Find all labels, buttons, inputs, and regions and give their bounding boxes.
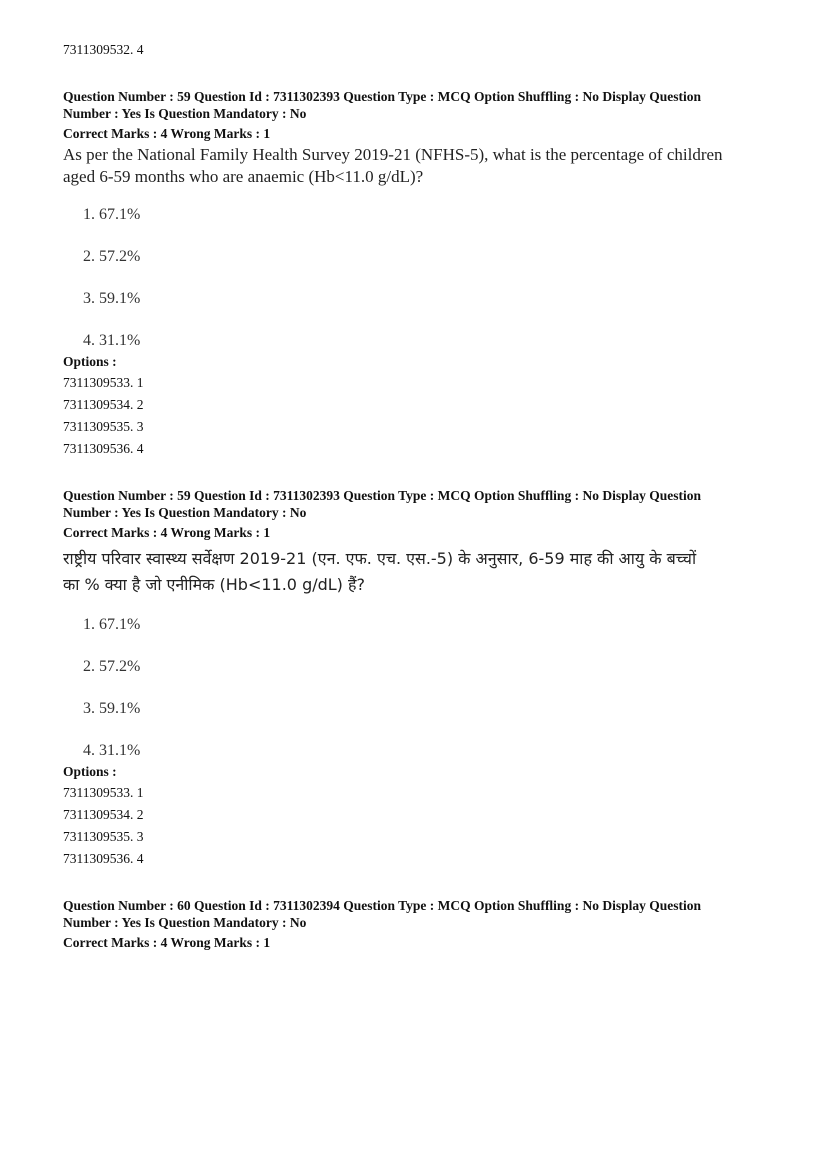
option-id-line: 7311309536. 4 [63, 851, 144, 866]
option-id-line: 7311309535. 3 [63, 419, 144, 434]
question-meta-line: Question Number : 59 Question Id : 7311302393 Question Type : MCQ Option Shuffling : No Display Question [63, 488, 701, 503]
question-text-line: aged 6-59 months who are anaemic (Hb<11.0 g/dL)? [63, 167, 424, 186]
options-label: Options : [63, 354, 117, 369]
question-meta-line: Question Number : 60 Question Id : 7311302394 Question Type : MCQ Option Shuffling : No Display Question [63, 898, 701, 913]
option-id-line: 7311309532. 4 [63, 42, 144, 57]
question-meta-line: Question Number : 59 Question Id : 7311302393 Question Type : MCQ Option Shuffling : No Display Question [63, 89, 701, 104]
option-id-line: 7311309534. 2 [63, 807, 144, 822]
option-id-line: 7311309536. 4 [63, 441, 144, 456]
answer-choice: 4. 31.1% [83, 742, 141, 759]
option-id-line: 7311309533. 1 [63, 785, 144, 800]
question-meta-line: Number : Yes Is Question Mandatory : No [63, 915, 307, 930]
question-text-line: As per the National Family Health Survey 2019-21 (NFHS-5), what is the percentage of children [63, 145, 723, 164]
option-id-line: 7311309534. 2 [63, 397, 144, 412]
answer-choice: 3. 59.1% [83, 700, 141, 717]
answer-choice: 3. 59.1% [83, 290, 141, 307]
option-id-line: 7311309533. 1 [63, 375, 144, 390]
marks-line: Correct Marks : 4 Wrong Marks : 1 [63, 935, 271, 950]
answer-choice: 1. 67.1% [83, 206, 141, 223]
question-text-line: राष्ट्रीय परिवार स्वास्थ्य सर्वेक्षण 2019-21 (एन. एफ. एच. एस.-5) के अनुसार, 6-59 माह की आयु के बच्चों [63, 549, 697, 568]
question-text-line: का % क्या है जो एनीमिक (Hb<11.0 g/dL) हैं? [63, 575, 365, 594]
answer-choice: 2. 57.2% [83, 248, 141, 265]
marks-line: Correct Marks : 4 Wrong Marks : 1 [63, 126, 271, 141]
question-meta-line: Number : Yes Is Question Mandatory : No [63, 505, 307, 520]
answer-choice: 2. 57.2% [83, 658, 141, 675]
marks-line: Correct Marks : 4 Wrong Marks : 1 [63, 525, 271, 540]
options-label: Options : [63, 764, 117, 779]
answer-choice: 1. 67.1% [83, 616, 141, 633]
question-meta-line: Number : Yes Is Question Mandatory : No [63, 106, 307, 121]
option-id-line: 7311309535. 3 [63, 829, 144, 844]
answer-choice: 4. 31.1% [83, 332, 141, 349]
